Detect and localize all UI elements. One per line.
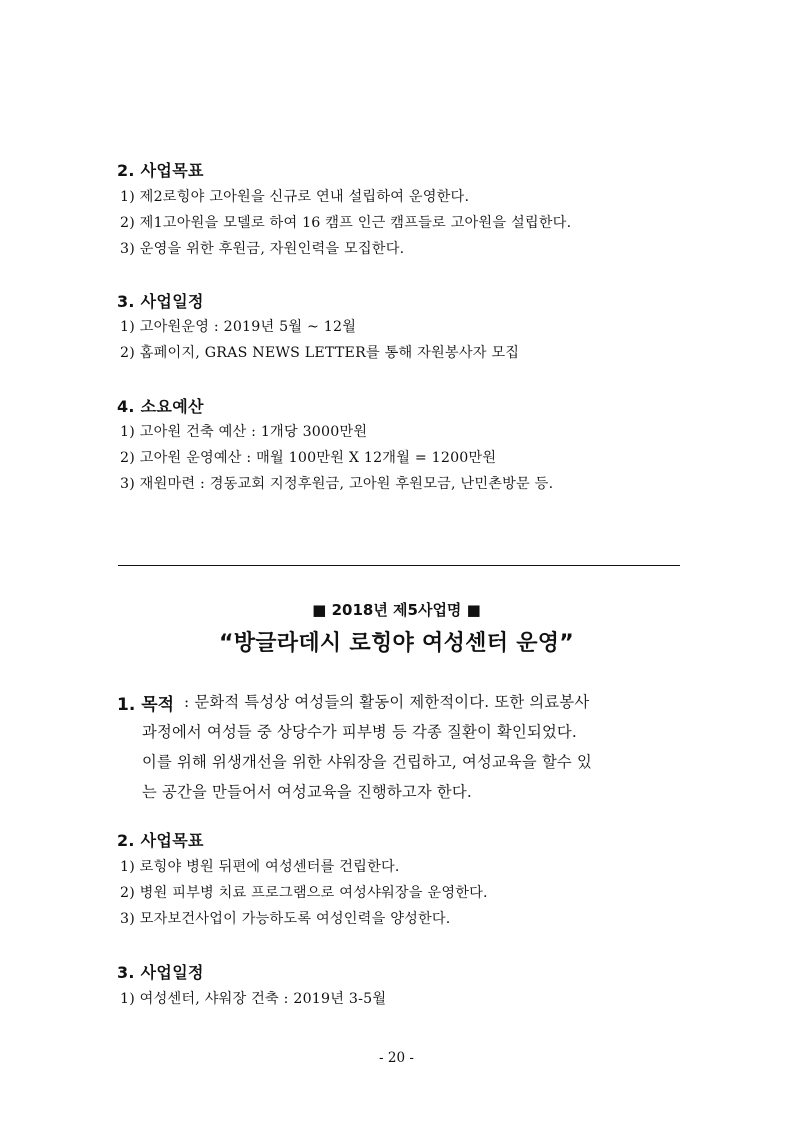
list-item: 1) 고아원 건축 예산 : 1개당 3000만원 bbox=[120, 424, 368, 440]
list-item: 3) 모자보건사업이 가능하도록 여성인력을 양성한다. bbox=[120, 911, 451, 927]
purpose-line: : 문화적 특성상 여성들의 활동이 제한적이다. 또한 의료봉사 bbox=[184, 693, 590, 711]
section-heading-goals: 2. 사업목표 bbox=[117, 831, 204, 850]
purpose-heading: 1. 목적 bbox=[117, 695, 175, 715]
purpose-line: 과정에서 여성들 중 상당수가 피부병 등 각종 질환이 확인되었다. bbox=[142, 723, 577, 741]
list-item: 1) 제2로힝야 고아원을 신규로 연내 설립하여 운영한다. bbox=[120, 189, 470, 205]
section-divider bbox=[118, 565, 680, 566]
list-item: 2) 홈페이지, GRAS NEWS LETTER를 통해 자원봉사자 모집 bbox=[120, 345, 520, 361]
purpose-line: 는 공간을 만들어서 여성교육을 진행하고자 한다. bbox=[142, 783, 472, 801]
list-item: 3) 재원마련 : 경동교회 지정후원금, 고아원 후원모금, 난민촌방문 등. bbox=[120, 476, 554, 492]
list-item: 2) 고아원 운영예산 : 매월 100만원 X 12개월 = 1200만원 bbox=[120, 450, 497, 466]
section-heading-schedule: 3. 사업일정 bbox=[117, 963, 204, 982]
section-heading-schedule: 3. 사업일정 bbox=[117, 292, 204, 311]
list-item: 1) 로힝야 병원 뒤편에 여성센터를 건립한다. bbox=[120, 859, 400, 875]
list-item: 3) 운영을 위한 후원금, 자원인력을 모집한다. bbox=[120, 241, 405, 257]
section-heading-goals: 2. 사업목표 bbox=[117, 161, 204, 180]
page-number: - 20 - bbox=[379, 1050, 414, 1066]
list-item: 2) 제1고아원을 모델로 하여 16 캠프 인근 캠프들로 고아원을 설립한다. bbox=[120, 215, 572, 231]
list-item: 1) 여성센터, 샤워장 건축 : 2019년 3-5월 bbox=[120, 991, 387, 1007]
project-title: “방글라데시 로힝야 여성센터 운영” bbox=[218, 631, 575, 656]
list-item: 2) 병원 피부병 치료 프로그램으로 여성샤워장을 운영한다. bbox=[120, 885, 488, 901]
purpose-line: 이를 위해 위생개선을 위한 샤워장을 건립하고, 여성교육을 할수 있 bbox=[142, 753, 592, 771]
project-subtitle: ■ 2018년 제5사업명 ■ bbox=[312, 601, 481, 619]
section-heading-budget: 4. 소요예산 bbox=[117, 397, 204, 416]
list-item: 1) 고아원운영 : 2019년 5월 ~ 12월 bbox=[120, 319, 357, 335]
